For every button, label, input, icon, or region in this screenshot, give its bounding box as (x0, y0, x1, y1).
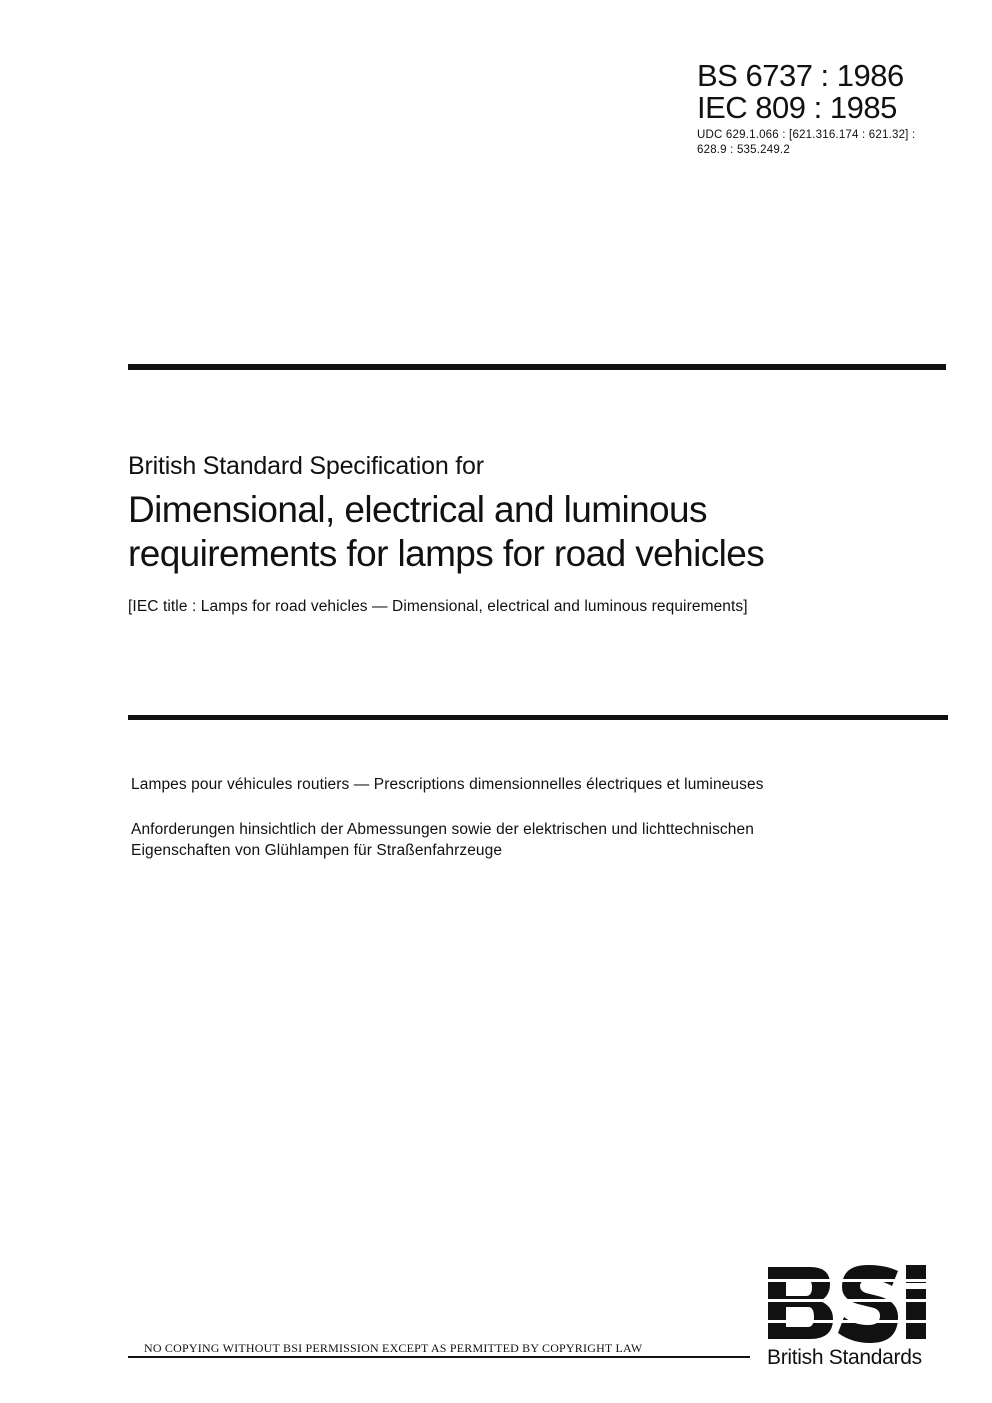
udc-line-2: 628.9 : 535.249.2 (697, 144, 790, 156)
german-title-line-2: Eigenschaften von Glühlampen für Straßenfahrzeuge (131, 842, 503, 859)
german-title-line-1: Anforderungen hinsichtlich der Abmessungen sowie der elektrischen und lichttechnischen (131, 821, 754, 838)
main-title-line-2: requirements for lamps for road vehicles (128, 533, 765, 574)
main-title-line-1: Dimensional, electrical and luminous (128, 489, 707, 530)
bsi-logo-caption: British Standards (767, 1346, 922, 1369)
middle-divider (128, 715, 948, 720)
bs-standard-number: BS 6737 : 1986 (697, 58, 904, 93)
copyright-underline (128, 1356, 750, 1358)
spec-intro: British Standard Specification for (128, 452, 484, 480)
french-title: Lampes pour véhicules routiers — Prescriptions dimensionnelles électriques et lumineuses (131, 776, 764, 793)
bsi-logo-icon (766, 1263, 944, 1343)
iec-title: [IEC title : Lamps for road vehicles — Dimensional, electrical and luminous requirements] (128, 598, 748, 615)
standard-number-block (697, 60, 977, 158)
copyright-notice: NO COPYING WITHOUT BSI PERMISSION EXCEPT AS PERMITTED BY COPYRIGHT LAW (144, 1341, 643, 1355)
udc-line-1: UDC 629.1.066 : [621.316.174 : 621.32] : (697, 129, 916, 141)
iec-standard-number: IEC 809 : 1985 (697, 90, 897, 125)
top-divider (128, 364, 946, 370)
